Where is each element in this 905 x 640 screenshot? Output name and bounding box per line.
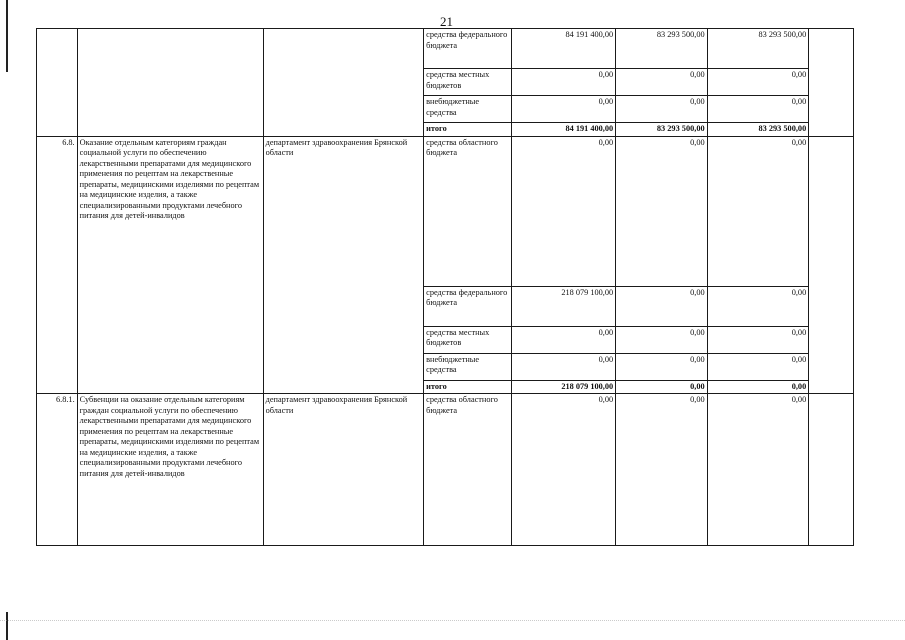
cell-value: 0,00 bbox=[707, 353, 809, 380]
cell-value: 0,00 bbox=[707, 326, 809, 353]
cell-value: 0,00 bbox=[616, 69, 707, 96]
cell-executor: департамент здравоохранения Брянской области bbox=[263, 394, 424, 546]
cell-source: средства областного бюджета bbox=[424, 394, 511, 546]
cell-value: 0,00 bbox=[616, 96, 707, 123]
cell-name: Оказание отдельным категориям граждан социальной услуги по обеспечению лекарственными препаратами для медицинского применения по рецептам на лекарственные препараты, медицинскими изделиями по рецептам на медицинские изделия, а также специализированными продуктами лечебного питания для детей-инвалидов bbox=[77, 136, 263, 394]
cell-value: 0,00 bbox=[511, 326, 616, 353]
cell-executor bbox=[263, 29, 424, 137]
cell-value: 0,00 bbox=[707, 286, 809, 326]
cell-value: 83 293 500,00 bbox=[707, 123, 809, 137]
cell-name: Субвенции на оказание отдельным категориям граждан социальной услуги по обеспечению лекарственными препаратами для медицинского применения по рецептам на лекарственные препараты, медицинскими изделиями по рецептам на медицинские изделия, а также специализированными продуктами лечебного питания для детей-инвалидов bbox=[77, 394, 263, 546]
cell-value: 218 079 100,00 bbox=[511, 286, 616, 326]
cell-source: средства местных бюджетов bbox=[424, 69, 511, 96]
cell-value: 0,00 bbox=[511, 394, 616, 546]
cell-value: 0,00 bbox=[511, 353, 616, 380]
cell-value: 0,00 bbox=[616, 353, 707, 380]
cell-name bbox=[77, 29, 263, 137]
scan-noise-line bbox=[0, 620, 905, 622]
cell-source: внебюджетные средства bbox=[424, 96, 511, 123]
cell-source: итого bbox=[424, 380, 511, 394]
cell-value: 0,00 bbox=[707, 380, 809, 394]
cell-source: средства областного бюджета bbox=[424, 136, 511, 286]
cell-value: 218 079 100,00 bbox=[511, 380, 616, 394]
scan-edge-mark bbox=[6, 0, 8, 72]
cell-source: итого bbox=[424, 123, 511, 137]
cell-value: 0,00 bbox=[511, 136, 616, 286]
cell-value: 0,00 bbox=[616, 394, 707, 546]
cell-value: 0,00 bbox=[707, 69, 809, 96]
cell-source: внебюджетные средства bbox=[424, 353, 511, 380]
cell-value: 84 191 400,00 bbox=[511, 123, 616, 137]
cell-empty bbox=[809, 29, 854, 137]
cell-num: 6.8.1. bbox=[37, 394, 78, 546]
cell-executor: департамент здравоохранения Брянской области bbox=[263, 136, 424, 394]
cell-value: 0,00 bbox=[616, 326, 707, 353]
cell-value: 83 293 500,00 bbox=[616, 123, 707, 137]
cell-value: 84 191 400,00 bbox=[511, 29, 616, 69]
cell-empty bbox=[809, 394, 854, 546]
cell-empty bbox=[809, 136, 854, 394]
cell-value: 0,00 bbox=[616, 136, 707, 286]
cell-source: средства федерального бюджета bbox=[424, 29, 511, 69]
cell-value: 0,00 bbox=[616, 380, 707, 394]
cell-value: 0,00 bbox=[707, 136, 809, 286]
table-row bbox=[37, 136, 854, 286]
cell-value: 83 293 500,00 bbox=[616, 29, 707, 69]
page-number: 21 bbox=[440, 14, 453, 29]
cell-value: 0,00 bbox=[707, 96, 809, 123]
cell-value: 83 293 500,00 bbox=[707, 29, 809, 69]
cell-value: 0,00 bbox=[511, 96, 616, 123]
table-row bbox=[37, 394, 854, 546]
cell-value: 0,00 bbox=[616, 286, 707, 326]
cell-value: 0,00 bbox=[707, 394, 809, 546]
cell-source: средства федерального бюджета bbox=[424, 286, 511, 326]
cell-num bbox=[37, 29, 78, 137]
scan-edge-mark bbox=[6, 612, 8, 640]
cell-source: средства местных бюджетов bbox=[424, 326, 511, 353]
cell-num: 6.8. bbox=[37, 136, 78, 394]
funding-table bbox=[36, 28, 854, 546]
cell-value: 0,00 bbox=[511, 69, 616, 96]
table-row bbox=[37, 29, 854, 69]
